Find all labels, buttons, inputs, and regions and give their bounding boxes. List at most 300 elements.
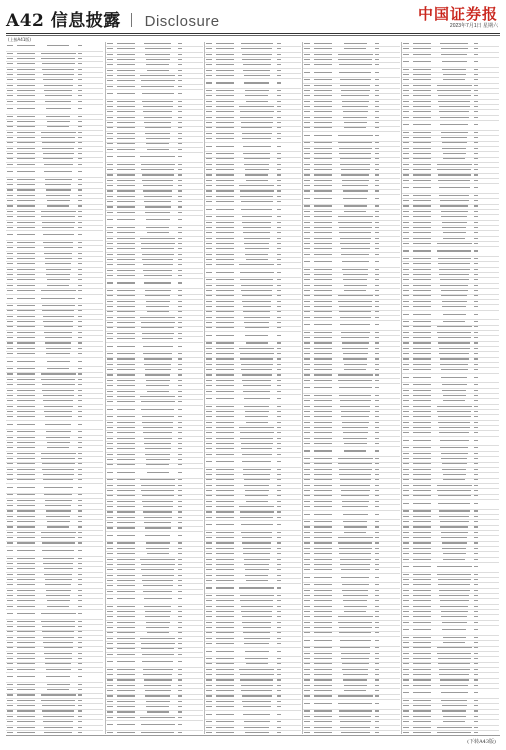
row-unit	[117, 138, 139, 141]
row-format	[77, 242, 83, 245]
row-bar	[303, 669, 314, 672]
row-format	[374, 658, 380, 661]
row-title	[435, 279, 473, 282]
row-title	[39, 263, 77, 266]
row-bar	[6, 342, 17, 345]
row-bar	[6, 101, 17, 104]
row-unit	[117, 443, 139, 446]
row-unit	[314, 254, 336, 257]
row-format	[374, 606, 380, 609]
row-format	[473, 54, 479, 57]
row-bar	[6, 500, 17, 503]
masthead	[0, 0, 506, 34]
row-format	[473, 548, 479, 551]
row-format	[374, 111, 380, 114]
row-title	[336, 411, 374, 414]
row-title	[336, 122, 374, 125]
row-unit	[314, 180, 336, 183]
row-unit	[216, 643, 238, 646]
row-unit	[117, 685, 139, 688]
row-unit	[216, 427, 238, 430]
row-title	[139, 322, 177, 325]
row-title	[435, 153, 473, 156]
row-format	[374, 422, 380, 425]
row-format	[77, 373, 83, 376]
row-format	[473, 606, 479, 609]
row-bar	[205, 721, 216, 724]
row-title	[139, 732, 177, 734]
row-unit	[216, 327, 238, 330]
row-bar	[402, 622, 413, 625]
row-format	[77, 384, 83, 387]
row-format	[276, 580, 282, 583]
row-title	[238, 306, 276, 309]
row-bar	[205, 380, 216, 383]
row-bar	[106, 282, 117, 285]
row-format	[77, 521, 83, 524]
row-title	[238, 524, 276, 527]
row-format	[276, 158, 282, 161]
row-unit	[216, 595, 238, 598]
row-unit	[314, 495, 336, 498]
row-unit	[17, 676, 39, 679]
row-format	[374, 243, 380, 246]
row-bar	[402, 495, 413, 498]
row-title	[336, 479, 374, 482]
row-title	[435, 663, 473, 666]
row-format	[473, 90, 479, 93]
row-bar	[106, 724, 117, 727]
row-title	[238, 548, 276, 551]
row-unit	[413, 216, 435, 219]
row-title	[39, 542, 77, 545]
row-title	[238, 138, 276, 141]
row-bar	[303, 337, 314, 340]
row-format	[473, 164, 479, 167]
row-format	[374, 274, 380, 277]
row-unit	[216, 348, 238, 351]
row-title	[238, 542, 276, 545]
row-title	[238, 511, 276, 514]
row-title	[139, 559, 177, 562]
row-bar	[205, 542, 216, 545]
row-title	[238, 358, 276, 361]
row-format	[374, 332, 380, 335]
row-title	[238, 82, 276, 85]
row-bar	[205, 335, 216, 338]
row-format	[276, 64, 282, 67]
row-bar	[106, 369, 117, 372]
row-title	[139, 396, 177, 399]
row-unit	[216, 185, 238, 188]
row-title	[336, 269, 374, 272]
row-format	[77, 558, 83, 561]
row-bar	[6, 568, 17, 571]
row-unit	[17, 469, 39, 472]
row-format	[77, 74, 83, 77]
row-title	[435, 516, 473, 519]
row-bar	[6, 310, 17, 313]
row-format	[276, 306, 282, 309]
row-format	[177, 674, 183, 677]
row-title	[238, 438, 276, 441]
row-unit	[314, 290, 336, 293]
row-bar	[205, 82, 216, 85]
row-title	[139, 185, 177, 188]
row-format	[77, 705, 83, 708]
row-bar	[6, 458, 17, 461]
row-bar	[402, 616, 413, 619]
row-bar	[205, 342, 216, 345]
row-unit	[17, 453, 39, 456]
row-bar	[402, 54, 413, 57]
row-format	[177, 364, 183, 367]
row-title	[336, 653, 374, 656]
row-format	[374, 142, 380, 145]
row-unit	[117, 654, 139, 657]
row-format	[276, 54, 282, 57]
row-unit	[17, 222, 39, 225]
row-title	[139, 358, 177, 361]
row-unit	[216, 272, 238, 275]
row-unit	[314, 463, 336, 466]
row-unit	[413, 432, 435, 435]
row-format	[177, 311, 183, 314]
row-bar	[402, 69, 413, 72]
row-unit	[17, 58, 39, 61]
row-bar	[106, 259, 117, 262]
row-unit	[314, 122, 336, 125]
row-unit	[117, 317, 139, 320]
table-row	[6, 358, 103, 368]
row-title	[139, 254, 177, 257]
row-bar	[205, 485, 216, 488]
row-format	[177, 422, 183, 425]
row-unit	[413, 526, 435, 529]
row-unit	[17, 400, 39, 403]
row-bar	[205, 353, 216, 356]
row-format	[276, 506, 282, 509]
row-unit	[216, 411, 238, 414]
row-bar	[402, 395, 413, 398]
row-bar	[6, 516, 17, 519]
row-title	[39, 447, 77, 450]
newspaper-logo: 中国证券报	[417, 5, 498, 23]
row-format	[177, 438, 183, 441]
row-bar	[6, 116, 17, 119]
row-unit	[216, 43, 238, 46]
row-title	[238, 227, 276, 230]
row-format	[177, 75, 183, 78]
row-bar	[303, 324, 314, 327]
row-title	[39, 521, 77, 524]
row-title	[139, 606, 177, 609]
row-title	[336, 353, 374, 356]
row-title	[238, 342, 276, 345]
row-bar	[303, 690, 314, 693]
row-bar	[402, 469, 413, 472]
row-title	[336, 337, 374, 340]
row-bar	[402, 705, 413, 708]
row-title	[139, 338, 177, 341]
row-title	[139, 259, 177, 262]
row-bar	[303, 261, 314, 264]
row-format	[276, 133, 282, 136]
row-bar	[303, 90, 314, 93]
row-format	[177, 317, 183, 320]
row-unit	[117, 438, 139, 441]
row-bar	[6, 676, 17, 679]
row-title	[39, 142, 77, 145]
row-bar	[6, 121, 17, 124]
row-unit	[17, 411, 39, 414]
row-unit	[314, 169, 336, 172]
row-title	[238, 196, 276, 199]
row-format	[374, 622, 380, 625]
row-title	[238, 695, 276, 698]
row-format	[473, 158, 479, 161]
row-format	[374, 542, 380, 545]
row-title	[336, 716, 374, 719]
row-bar	[402, 238, 413, 241]
row-title	[238, 311, 276, 314]
row-unit	[413, 516, 435, 519]
row-format	[77, 595, 83, 598]
row-unit	[413, 158, 435, 161]
row-title	[39, 532, 77, 535]
row-title	[39, 216, 77, 219]
row-format	[276, 391, 282, 394]
row-bar	[303, 577, 314, 580]
row-format	[473, 727, 479, 730]
row-bar	[6, 298, 17, 301]
row-unit	[413, 732, 435, 734]
row-bar	[6, 53, 17, 56]
row-title	[139, 275, 177, 278]
row-format	[473, 542, 479, 545]
row-bar	[303, 411, 314, 414]
row-bar	[303, 450, 314, 453]
row-format	[77, 631, 83, 634]
row-bar	[205, 448, 216, 451]
row-bar	[402, 74, 413, 77]
row-unit	[216, 416, 238, 419]
dateline: 2023年7月1日 星期六	[449, 23, 498, 29]
row-unit	[413, 716, 435, 719]
row-bar	[205, 611, 216, 614]
row-unit	[314, 279, 336, 282]
row-format	[177, 706, 183, 709]
row-title	[39, 242, 77, 245]
row-unit	[17, 532, 39, 535]
row-bar	[402, 211, 413, 214]
row-format	[473, 111, 479, 114]
row-format	[77, 353, 83, 356]
row-bar	[6, 453, 17, 456]
row-title	[336, 348, 374, 351]
row-unit	[413, 422, 435, 425]
row-title	[435, 124, 473, 127]
row-title	[435, 295, 473, 298]
row-format	[177, 585, 183, 588]
row-bar	[106, 479, 117, 482]
row-title	[435, 174, 473, 177]
row-title	[435, 553, 473, 556]
row-unit	[117, 427, 139, 430]
row-unit	[117, 238, 139, 241]
row-title	[39, 45, 77, 48]
row-title	[139, 238, 177, 241]
row-bar	[402, 263, 413, 266]
row-unit	[216, 54, 238, 57]
row-title	[336, 521, 374, 524]
row-bar	[402, 314, 413, 317]
row-format	[77, 447, 83, 450]
row-format	[276, 146, 282, 149]
row-bar	[106, 654, 117, 657]
row-bar	[6, 85, 17, 88]
row-unit	[314, 647, 336, 650]
row-format	[473, 510, 479, 513]
row-title	[39, 189, 77, 192]
row-format	[473, 559, 479, 562]
row-unit	[314, 501, 336, 504]
row-bar	[205, 506, 216, 509]
row-bar	[6, 606, 17, 609]
row-unit	[216, 164, 238, 167]
row-format	[473, 485, 479, 488]
row-unit	[117, 111, 139, 114]
row-bar	[6, 584, 17, 587]
row-unit	[314, 153, 336, 156]
row-bar	[205, 495, 216, 498]
row-bar	[106, 43, 117, 46]
row-unit	[314, 342, 336, 345]
row-unit	[117, 86, 139, 89]
row-bar	[303, 542, 314, 545]
row-title	[435, 232, 473, 235]
row-format	[276, 122, 282, 125]
table-row	[106, 721, 203, 731]
row-unit	[314, 211, 336, 214]
row-bar	[205, 70, 216, 73]
row-unit	[17, 95, 39, 98]
row-title	[39, 500, 77, 503]
table-row	[303, 132, 400, 142]
row-bar	[106, 495, 117, 498]
row-format	[276, 82, 282, 85]
row-unit	[17, 542, 39, 545]
row-format	[77, 684, 83, 687]
row-format	[473, 658, 479, 661]
row-title	[435, 263, 473, 266]
row-title	[336, 669, 374, 672]
row-title	[139, 180, 177, 183]
row-title	[336, 469, 374, 472]
row-title	[39, 631, 77, 634]
row-bar	[205, 632, 216, 635]
row-title	[336, 584, 374, 587]
row-format	[276, 369, 282, 372]
row-unit	[314, 479, 336, 482]
row-bar	[205, 517, 216, 520]
row-title	[238, 454, 276, 457]
row-title	[238, 627, 276, 630]
row-bar	[205, 391, 216, 394]
row-format	[77, 700, 83, 703]
row-bar	[402, 574, 413, 577]
row-bar	[106, 75, 117, 78]
row-bar	[303, 243, 314, 246]
row-title	[435, 411, 473, 414]
row-title	[435, 69, 473, 72]
row-format	[177, 443, 183, 446]
row-unit	[216, 290, 238, 293]
row-unit	[413, 537, 435, 540]
row-unit	[216, 559, 238, 562]
row-unit	[314, 600, 336, 603]
row-unit	[314, 521, 336, 524]
row-bar	[6, 222, 17, 225]
row-unit	[117, 472, 139, 475]
row-title	[238, 474, 276, 477]
row-unit	[216, 248, 238, 251]
row-bar	[402, 79, 413, 82]
row-title	[435, 653, 473, 656]
row-bar	[205, 651, 216, 654]
row-title	[336, 438, 374, 441]
row-title	[139, 701, 177, 704]
row-title	[139, 438, 177, 441]
row-bar	[205, 201, 216, 204]
row-title	[139, 674, 177, 677]
row-title	[139, 627, 177, 630]
row-bar	[205, 190, 216, 193]
row-format	[77, 669, 83, 672]
row-format	[473, 227, 479, 230]
row-format	[177, 282, 183, 285]
row-format	[374, 406, 380, 409]
row-format	[177, 306, 183, 309]
row-bar	[303, 72, 314, 75]
row-unit	[117, 169, 139, 172]
row-bar	[402, 169, 413, 172]
row-bar	[402, 710, 413, 713]
row-title	[336, 374, 374, 377]
row-title	[336, 690, 374, 693]
row-bar	[6, 90, 17, 93]
row-bar	[402, 427, 413, 430]
row-unit	[314, 387, 336, 390]
row-bar	[303, 59, 314, 62]
row-title	[435, 269, 473, 272]
row-unit	[413, 390, 435, 393]
row-title	[336, 111, 374, 114]
row-format	[77, 142, 83, 145]
row-format	[77, 234, 83, 237]
row-unit	[216, 259, 238, 262]
row-unit	[314, 690, 336, 693]
row-format	[473, 342, 479, 345]
row-title	[435, 447, 473, 450]
row-format	[374, 632, 380, 635]
row-format	[374, 716, 380, 719]
row-unit	[216, 542, 238, 545]
row-title	[435, 469, 473, 472]
row-format	[177, 717, 183, 720]
row-format	[473, 384, 479, 387]
row-unit	[216, 658, 238, 661]
